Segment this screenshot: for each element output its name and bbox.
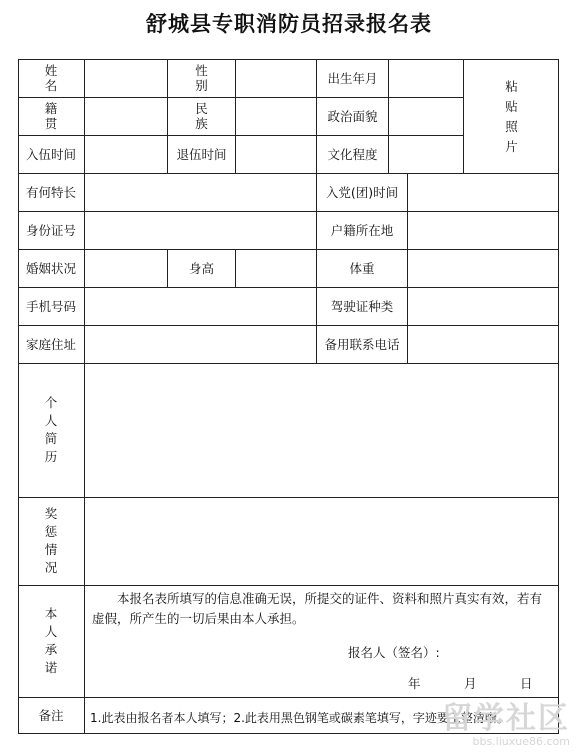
field-gender[interactable] xyxy=(236,60,316,97)
label-hukou: 户籍所在地 xyxy=(330,222,394,238)
photo-char: 贴 xyxy=(505,98,518,114)
field-license[interactable] xyxy=(408,288,559,325)
awards-char: 情 xyxy=(44,542,58,557)
label-native: 籍 贯 xyxy=(44,101,70,131)
remarks-note: 1.此表由报名者本人填写；2.此表用黑色钢笔或碳素笔填写，字迹要工整清晰。 xyxy=(90,711,509,725)
watermark-logo-text: 留学社区 xyxy=(442,701,570,736)
label-weight: 体重 xyxy=(349,260,375,276)
field-idcard[interactable] xyxy=(85,212,316,249)
date-day: 日 xyxy=(520,676,533,691)
row-line xyxy=(18,585,559,586)
label-resume xyxy=(18,363,84,497)
label-education: 文化程度 xyxy=(327,146,378,162)
label-backup-phone: 备用联系电话 xyxy=(324,336,400,352)
label-marital: 婚姻状况 xyxy=(25,260,76,276)
label-promise xyxy=(18,585,84,697)
photo-area[interactable] xyxy=(464,60,559,173)
label-political: 政治面貌 xyxy=(327,108,378,124)
field-resume[interactable] xyxy=(85,364,559,497)
field-awards[interactable] xyxy=(85,498,559,585)
field-specialty[interactable] xyxy=(85,174,316,211)
label-retire: 退伍时间 xyxy=(176,146,227,162)
resume-char: 个 xyxy=(44,395,58,410)
awards-char: 奖 xyxy=(44,506,58,521)
promise-char: 人 xyxy=(44,624,58,639)
field-ethnic[interactable] xyxy=(236,98,316,135)
field-address[interactable] xyxy=(85,326,316,363)
awards-char: 况 xyxy=(44,560,58,575)
row-line xyxy=(18,697,559,698)
field-birth[interactable] xyxy=(389,60,463,97)
label-party: 入党(团)时间 xyxy=(325,184,399,200)
promise-char: 本 xyxy=(44,606,58,621)
photo-char: 粘 xyxy=(505,78,518,94)
field-retire[interactable] xyxy=(236,136,316,173)
date-year: 年 xyxy=(408,676,421,691)
form-title: 舒城县专职消防员招录报名表 xyxy=(146,12,432,36)
resume-char: 历 xyxy=(44,449,58,464)
label-remarks: 备注 xyxy=(38,708,64,723)
label-specialty: 有何特长 xyxy=(25,184,76,200)
field-name[interactable] xyxy=(85,60,167,97)
promise-char: 承 xyxy=(44,642,58,657)
photo-char: 片 xyxy=(505,138,518,154)
label-birth: 出生年月 xyxy=(327,70,378,86)
photo-char: 照 xyxy=(505,118,518,134)
pledge-text: 本报名表所填写的信息准确无误，所提交的证件、资料和照片真实有效，若有虚假，所产生的一切后果由本人承担。 xyxy=(92,591,543,626)
field-party[interactable] xyxy=(408,174,559,211)
label-ethnic: 民 族 xyxy=(195,101,220,131)
label-address: 家庭住址 xyxy=(25,336,76,352)
label-idcard: 身份证号 xyxy=(25,222,76,238)
field-weight[interactable] xyxy=(408,250,559,287)
field-education[interactable] xyxy=(389,136,463,173)
watermark-url: bbs.liuxue86.com xyxy=(472,735,570,748)
label-phone: 手机号码 xyxy=(25,298,76,314)
field-hukou[interactable] xyxy=(408,212,559,249)
resume-char: 人 xyxy=(44,413,58,428)
field-phone[interactable] xyxy=(85,288,316,325)
site-watermark xyxy=(410,703,570,751)
field-native[interactable] xyxy=(85,98,167,135)
field-political[interactable] xyxy=(389,98,463,135)
label-license: 驾驶证种类 xyxy=(330,298,394,314)
label-height: 身高 xyxy=(188,260,214,276)
label-enlist: 入伍时间 xyxy=(25,146,76,162)
awards-char: 惩 xyxy=(44,524,58,539)
promise-char: 诺 xyxy=(44,660,58,675)
resume-char: 简 xyxy=(44,431,58,446)
field-marital[interactable] xyxy=(85,250,167,287)
label-gender: 性 别 xyxy=(195,63,220,93)
signer-label: 报名人（签名）: xyxy=(348,645,440,660)
label-name: 姓 名 xyxy=(44,63,70,93)
date-month: 月 xyxy=(464,676,477,691)
label-awards xyxy=(18,497,84,585)
field-enlist[interactable] xyxy=(85,136,167,173)
field-backup-phone[interactable] xyxy=(408,326,559,363)
field-height[interactable] xyxy=(236,250,316,287)
